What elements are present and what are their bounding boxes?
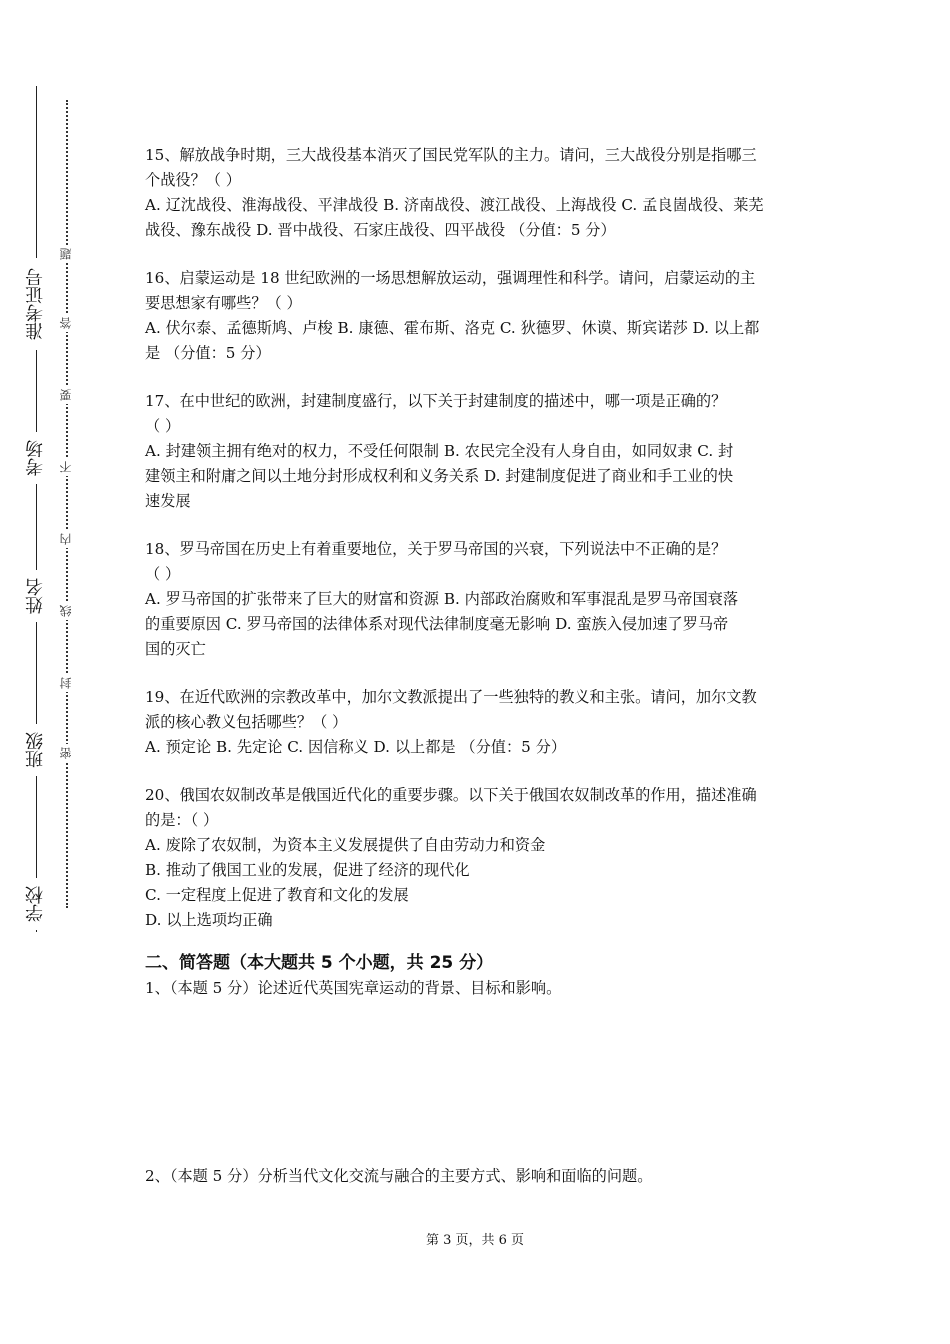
question-line: 17、在中世纪的欧洲，封建制度盛行，以下关于封建制度的描述中，哪一项是正确的？ [145,392,727,410]
question-15 [145,143,810,243]
page-footer: 第 3 页，共 6 页 [425,1233,525,1248]
question-line: （ ） [145,417,181,435]
seal-char: 题 [58,245,74,263]
option-line: 建领主和附庸之间以土地分封形成权利和义务关系 D. 封建制度促进了商业和手工业的快 [145,467,734,485]
question-line: 15、解放战争时期，三大战役基本消灭了国民党军队的主力。请问，三大战役分别是指哪三 [145,146,757,164]
question-line: 16、启蒙运动是 18 世纪欧洲的一场思想解放运动，强调理性和科学。请问，启蒙运动的主 [145,269,756,287]
question-18 [145,537,810,662]
question-line: 派的核心教义包括哪些？（ ） [145,713,348,731]
exam-content [145,143,810,1001]
seal-char: 答 [58,314,74,332]
option-line: 战役、豫东战役 D. 晋中战役、石家庄战役、四平战役 （分值：5 分） [145,221,616,239]
option-line: 的重要原因 C. 罗马帝国的法律体系对现代法律制度毫无影响 D. 蛮族入侵加速了罗马帝 [145,615,729,633]
question-line: 的是：（ ） [145,811,219,829]
label-class: 班级 [20,724,52,776]
binding-margin [0,0,110,1000]
label-exam-number: 准考证号 [20,258,52,350]
question-20 [145,783,810,933]
option-line: A. 辽沈战役、淮海战役、平津战役 B. 济南战役、渡江战役、上海战役 C. 孟良崮战役、莱芜 [145,196,764,214]
question-line: 要思想家有哪些？（ ） [145,294,302,312]
question-19 [145,685,810,760]
option-line: A. 废除了农奴制，为资本主义发展提供了自由劳动力和资金 [145,836,546,854]
option-line: 国的灭亡 [145,640,206,658]
seal-char: 密 [58,744,74,762]
option-line: 是 （分值：5 分） [145,344,271,362]
option-line: C. 一定程度上促进了教育和文化的发展 [145,886,409,904]
question-16 [145,266,810,366]
question-line: （ ） [145,565,181,583]
seal-char: 封 [58,674,74,692]
option-line: A. 封建领主拥有绝对的权力，不受任何限制 B. 农民完全没有人身自由，如同奴隶 C. 封 [145,442,734,460]
question-line: 18、罗马帝国在历史上有着重要地位，关于罗马帝国的兴衰，下列说法中不正确的是？ [145,540,727,558]
question-line: 20、俄国农奴制改革是俄国近代化的重要步骤。以下关于俄国农奴制改革的作用，描述准确 [145,786,757,804]
question-line: 19、在近代欧洲的宗教改革中，加尔文教派提出了一些独特的教义和主张。请问，加尔文教 [145,688,757,706]
margin-solid-line [36,86,37,932]
section-title: 二、简答题（本大题共 5 个小题，共 25 分） [145,953,494,973]
seal-char: 线 [58,602,74,620]
option-line: A. 预定论 B. 先定论 C. 因信称义 D. 以上都是 （分值：5 分） [145,738,567,756]
option-line: B. 推动了俄国工业的发展，促进了经济的现代化 [145,861,470,879]
option-line: A. 伏尔泰、孟德斯鸠、卢梭 B. 康德、霍布斯、洛克 C. 狄德罗、休谟、斯宾诺莎 D. 以上都 [145,319,760,337]
seal-char: 内 [58,530,74,548]
seal-char: 不 [58,458,74,476]
option-line: 速发展 [145,492,191,510]
margin-dotted-seal-line [66,100,68,908]
seal-char: 要 [58,386,74,404]
label-school: 学校 [20,878,52,930]
question-17 [145,389,810,514]
question-line: 个战役？（ ） [145,171,241,189]
label-exam-room: 考场 [20,432,52,484]
short-answer-question-1: 1、（本题 5 分）论述近代英国宪章运动的背景、目标和影响。 [145,979,562,997]
label-name: 姓名 [20,570,52,622]
short-answer-question-2: 2、（本题 5 分）分析当代文化交流与融合的主要方式、影响和面临的问题。 [145,1167,653,1185]
option-line: A. 罗马帝国的扩张带来了巨大的财富和资源 B. 内部政治腐败和军事混乱是罗马帝国衰落 [145,590,739,608]
option-line: D. 以上选项均正确 [145,911,273,929]
